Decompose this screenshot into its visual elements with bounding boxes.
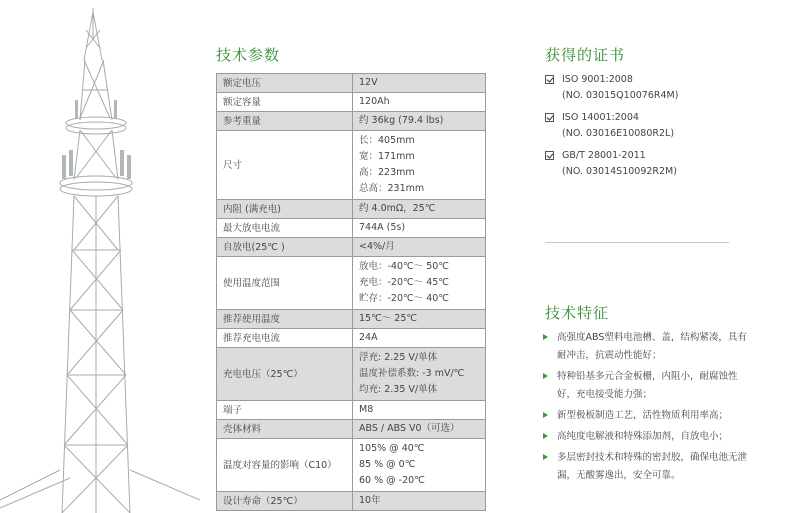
spec-key: 充电电压（25℃） xyxy=(217,348,353,401)
spec-value-line: 105% @ 40℃ xyxy=(359,443,425,454)
spec-value-line: 充电：-20℃～ 45℃ xyxy=(359,277,449,288)
spec-row xyxy=(217,112,486,131)
cert-number: (NO. 03016E10080R2L) xyxy=(562,128,675,139)
feature-item xyxy=(543,329,753,365)
spec-value-line: 宽：171mm xyxy=(359,151,415,162)
spec-value-line: ABS / ABS V0（可选） xyxy=(359,423,460,434)
triangle-bullet-icon xyxy=(543,373,551,379)
cert-item xyxy=(545,147,745,181)
cert-name-row xyxy=(545,71,745,87)
spec-key: 额定电压 xyxy=(217,74,353,93)
cert-list xyxy=(545,71,745,185)
feature-item xyxy=(543,449,753,485)
spec-key: 额定容量 xyxy=(217,93,353,112)
cert-item xyxy=(545,71,745,105)
spec-key: 壳体材料 xyxy=(217,420,353,439)
spec-value-line: 贮存：-20℃～ 40℃ xyxy=(359,293,449,304)
spec-key: 推荐使用温度 xyxy=(217,310,353,329)
spec-value-line: 120Ah xyxy=(359,96,390,107)
cert-name: ISO 14001:2004 xyxy=(562,111,639,123)
spec-value xyxy=(353,492,486,511)
triangle-bullet-icon xyxy=(543,454,551,460)
spec-table xyxy=(216,73,486,511)
cert-name: ISO 9001:2008 xyxy=(562,73,633,85)
spec-value xyxy=(353,329,486,348)
spec-value-line: 15℃～ 25℃ xyxy=(359,313,418,324)
cert-name: GB/T 28001-2011 xyxy=(562,149,646,161)
spec-value-line: 温度补偿系数: -3 mV/℃ xyxy=(359,368,465,379)
spec-value-line: 浮充: 2.25 V/单体 xyxy=(359,352,438,363)
spec-key: 自放电(25℃ ) xyxy=(217,238,353,257)
spec-value xyxy=(353,219,486,238)
spec-value-line: 长：405mm xyxy=(359,135,415,146)
triangle-bullet-icon xyxy=(543,412,551,418)
spec-key: 内阻 (满充电) xyxy=(217,200,353,219)
spec-key: 端子 xyxy=(217,401,353,420)
spec-value-line: <4%/月 xyxy=(359,241,395,252)
spec-row xyxy=(217,74,486,93)
spec-key: 推荐充电电流 xyxy=(217,329,353,348)
spec-section-title: 技术参数 xyxy=(216,46,281,64)
feature-list xyxy=(543,329,753,488)
feature-text: 高纯度电解液和特殊添加剂，自放电小； xyxy=(557,431,729,442)
cert-number: (NO. 03014S10092R2M) xyxy=(562,166,677,177)
feature-text: 高强度ABS塑料电池槽、盖，结构紧凑，具有耐冲击，抗震动性能好； xyxy=(557,332,747,361)
feature-text: 特种铅基多元合金板栅，内阻小，耐腐蚀性好，充电接受能力强； xyxy=(557,371,738,400)
checkbox-icon xyxy=(545,75,554,84)
spec-value-line: 744A (5s) xyxy=(359,222,406,233)
spec-value-line: 约 36kg (79.4 lbs) xyxy=(359,115,444,126)
spec-value xyxy=(353,439,486,492)
spec-value xyxy=(353,420,486,439)
spec-value-line: 85 % @ 0℃ xyxy=(359,459,416,470)
spec-row xyxy=(217,420,486,439)
spec-row xyxy=(217,348,486,401)
checkbox-icon xyxy=(545,113,554,122)
feature-item xyxy=(543,407,753,425)
telecom-tower-image xyxy=(0,0,200,513)
spec-key: 参考重量 xyxy=(217,112,353,131)
spec-row xyxy=(217,401,486,420)
spec-value xyxy=(353,401,486,420)
spec-key: 温度对容量的影响（C10） xyxy=(217,439,353,492)
cert-name-row xyxy=(545,147,745,163)
spec-row xyxy=(217,219,486,238)
spec-row xyxy=(217,257,486,310)
spec-value-line: 总高：231mm xyxy=(359,183,425,194)
spec-value xyxy=(353,131,486,200)
cert-name-row xyxy=(545,109,745,125)
cert-number: (NO. 03015Q10076R4M) xyxy=(562,90,679,101)
spec-key: 设计寿命（25℃） xyxy=(217,492,353,511)
spec-value-line: 24A xyxy=(359,332,378,343)
cert-item xyxy=(545,109,745,143)
spec-row xyxy=(217,492,486,511)
cert-section-title: 获得的证书 xyxy=(545,46,626,64)
spec-value-line: 高：223mm xyxy=(359,167,415,178)
triangle-bullet-icon xyxy=(543,433,551,439)
spec-value-line: 10年 xyxy=(359,495,381,506)
spec-value-line: 12V xyxy=(359,77,378,88)
spec-value-line: 放电：-40℃～ 50℃ xyxy=(359,261,449,272)
spec-value xyxy=(353,74,486,93)
spec-row xyxy=(217,131,486,200)
spec-row xyxy=(217,310,486,329)
triangle-bullet-icon xyxy=(543,334,551,340)
spec-value xyxy=(353,238,486,257)
spec-value-line: 均充: 2.35 V/单体 xyxy=(359,384,438,395)
spec-value xyxy=(353,310,486,329)
spec-value xyxy=(353,93,486,112)
spec-key: 尺寸 xyxy=(217,131,353,200)
spec-row xyxy=(217,200,486,219)
feature-item xyxy=(543,368,753,404)
spec-row xyxy=(217,439,486,492)
section-divider xyxy=(545,242,729,243)
spec-value xyxy=(353,257,486,310)
spec-row xyxy=(217,238,486,257)
spec-value-line: 约 4.0mΩ，25℃ xyxy=(359,203,436,214)
spec-value xyxy=(353,348,486,401)
feature-section-title: 技术特征 xyxy=(545,304,610,322)
spec-value-line: M8 xyxy=(359,404,374,415)
feature-item xyxy=(543,428,753,446)
feature-text: 新型极板制造工艺，活性物质利用率高； xyxy=(557,410,729,421)
spec-key: 使用温度范围 xyxy=(217,257,353,310)
spec-row xyxy=(217,329,486,348)
spec-row xyxy=(217,93,486,112)
feature-text: 多层密封技术和特殊的密封胶，确保电池无泄漏，无酸雾逸出，安全可靠。 xyxy=(557,452,748,481)
spec-key: 最大放电电流 xyxy=(217,219,353,238)
spec-value xyxy=(353,200,486,219)
spec-value-line: 60 % @ -20℃ xyxy=(359,475,425,486)
spec-value xyxy=(353,112,486,131)
checkbox-icon xyxy=(545,151,554,160)
